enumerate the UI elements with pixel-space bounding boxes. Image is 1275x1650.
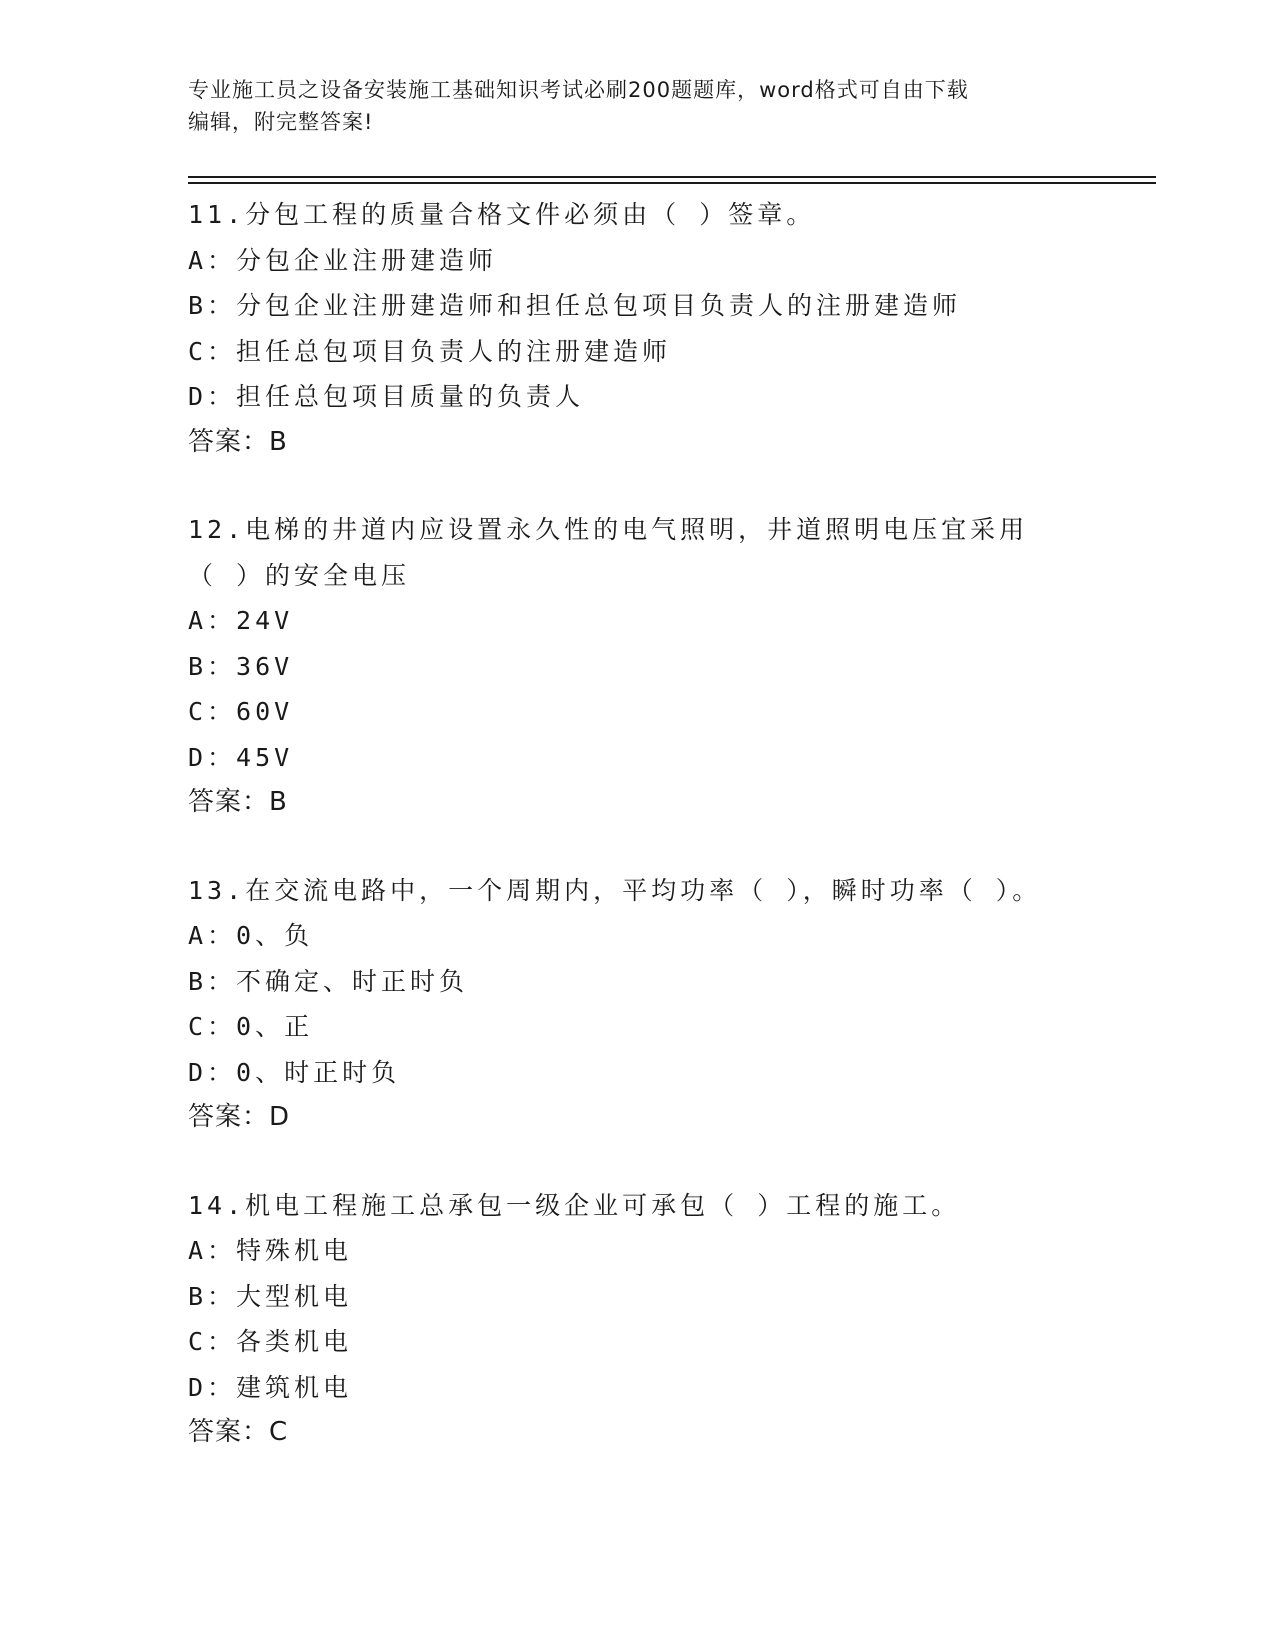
question-stem: 11.分包工程的质量合格文件必须由（ ）签章。 — [188, 200, 816, 229]
header-divider-top — [188, 176, 1156, 178]
option-d: D：建筑机电 — [188, 1372, 353, 1402]
question-list — [188, 192, 1088, 1498]
question-12 — [188, 507, 1088, 826]
option-d: D：0、时正时负 — [188, 1057, 401, 1087]
option-b: B：大型机电 — [188, 1281, 353, 1311]
option-b: B：36V — [188, 651, 294, 681]
header-title-line-2: 编辑，附完整答案! — [188, 110, 374, 134]
option-a: A：特殊机电 — [188, 1236, 353, 1265]
question-stem: 12.电梯的井道内应设置永久性的电气照明，井道照明电压宜采用（ ）的安全电压 — [188, 515, 1029, 590]
option-a: A：0、负 — [188, 921, 314, 950]
question-14 — [188, 1183, 1088, 1456]
header-divider-bottom — [188, 182, 1156, 184]
question-stem: 14.机电工程施工总承包一级企业可承包（ ）工程的施工。 — [188, 1190, 961, 1220]
option-d: D：担任总包项目质量的负责人 — [188, 382, 585, 411]
question-11 — [188, 192, 1088, 465]
option-c: C：60V — [188, 697, 294, 726]
answer-label: 答案：C — [188, 1417, 289, 1447]
option-c: C：各类机电 — [188, 1327, 353, 1356]
option-b: B：分包企业注册建造师和担任总包项目负责人的注册建造师 — [188, 291, 962, 320]
option-c: C：担任总包项目负责人的注册建造师 — [188, 336, 672, 366]
question-stem: 13.在交流电路中，一个周期内，平均功率（ ），瞬时功率（ ）。 — [188, 875, 1042, 905]
header-title-line-1: 专业施工员之设备安装施工基础知识考试必刷200题题库，word格式可自由下载 — [188, 78, 969, 102]
question-13 — [188, 868, 1088, 1141]
option-c: C：0、正 — [188, 1012, 314, 1041]
answer-label: 答案：D — [188, 1102, 291, 1132]
answer-label: 答案：B — [188, 787, 288, 817]
option-d: D：45V — [188, 742, 294, 772]
answer-label: 答案：B — [188, 426, 288, 457]
option-a: A：24V — [188, 606, 294, 635]
document-header — [188, 74, 1068, 138]
option-b: B：不确定、时正时负 — [188, 966, 469, 996]
option-a: A：分包企业注册建造师 — [188, 245, 498, 275]
